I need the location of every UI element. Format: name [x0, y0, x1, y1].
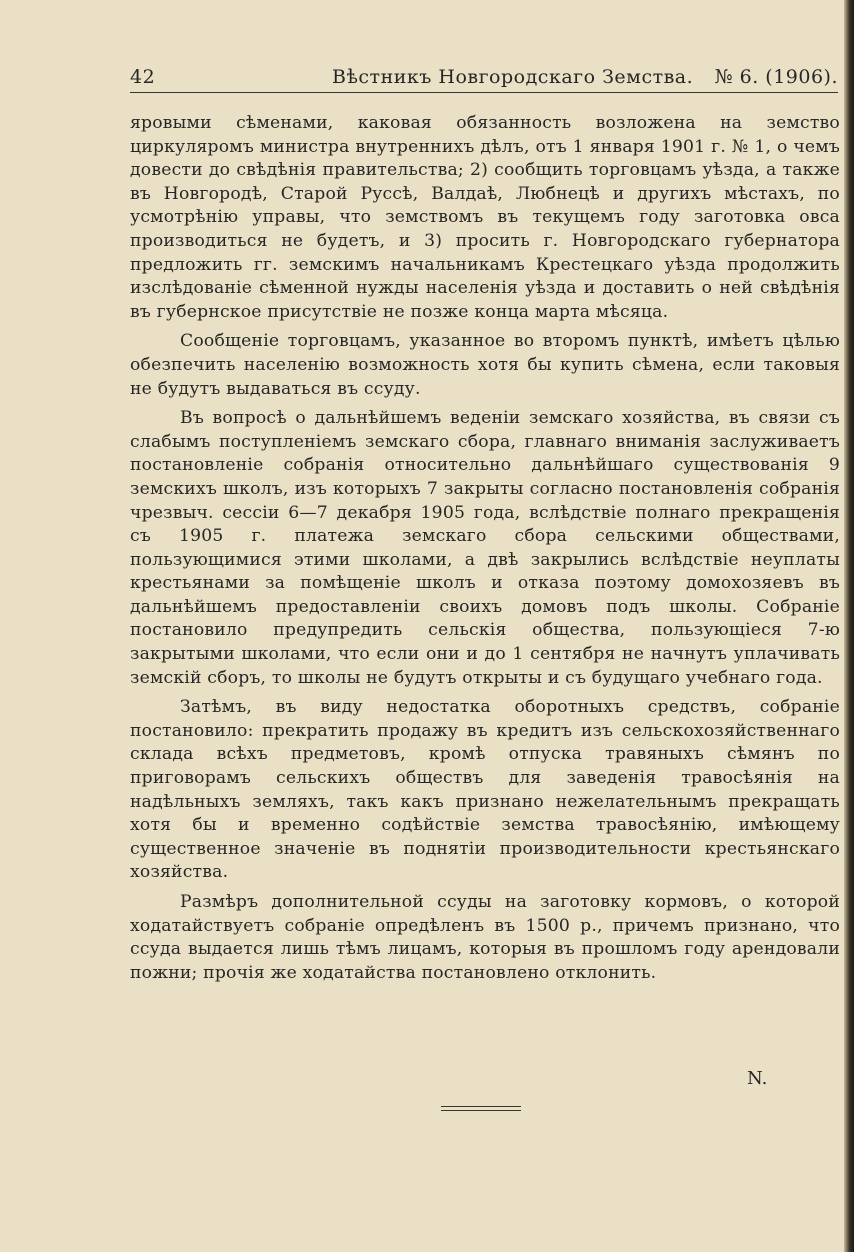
- header-rule: [130, 92, 838, 93]
- journal-title: Вѣстникъ Новгородскаго Земства.: [332, 66, 694, 88]
- page-number: 42: [130, 66, 156, 88]
- paragraph: Размѣръ дополнительной ссуды на заготовку кормовъ, о которой ходатайствуетъ собраніе опредѣленъ въ 1500 р., причемъ признано, что ссуда выдается лишь тѣмъ лицамъ, которыя въ прошломъ году арендовали пожни; прочія же ходатайства постановлено отклонить.: [130, 892, 840, 983]
- end-divider: [441, 1106, 521, 1111]
- paragraph: Сообщеніе торговцамъ, указанное во второмъ пунктѣ, имѣетъ цѣлью обезпечить населенію возможность хотя бы купить сѣмена, если таковыя не будутъ выдаваться въ ссуду.: [130, 331, 840, 399]
- article-body: [130, 112, 840, 991]
- running-header: [130, 62, 838, 96]
- author-signature: N.: [747, 1068, 768, 1089]
- issue-number: № 6. (1906).: [714, 66, 838, 88]
- paragraph: Затѣмъ, въ виду недостатка оборотныхъ средствъ, собраніе постановило: прекратить продажу въ кредитъ изъ сельскохозяйственнаго склада всѣхъ предметовъ, кромѣ отпуска травяныхъ сѣмянъ по приговорамъ сельскихъ обществъ для заведенія травосѣянія на надѣльныхъ земляхъ, такъ какъ признано нежелательнымъ прекращать хотя бы и временно содѣйствіе земства травосѣянію, имѣющему существенное значеніе въ поднятіи производительности крестьянскаго хозяйства.: [130, 697, 840, 883]
- paragraph: Въ вопросѣ о дальнѣйшемъ веденіи земскаго хозяйства, въ связи съ слабымъ поступленіемъ земскаго сбора, главнаго вниманія заслуживаетъ постановленіе собранія относительно дальнѣйшаго существованія 9 земскихъ школъ, изъ которыхъ 7 закрыты согласно постановленія собранія чрезвыч. сессіи 6—7 декабря 1905 года, вслѣдствіе полнаго прекращенія съ 1905 г. платежа земскаго сбора сельскими обществами, пользующимися этими школами, а двѣ закрылись вслѣдствіе неуплаты крестьянами за помѣщеніе школъ и отказа поэтому домохозяевъ въ дальнѣйшемъ предоставленіи своихъ домовъ подъ школы. Собраніе постановило предупредить сельскія общества, пользующіеся 7-ю закрытыми школами, что если они и до 1 сентября не начнутъ уплачивать земскій сборъ, то школы не будутъ открыты и съ будущаго учебнаго года.: [130, 408, 840, 688]
- paragraph-continued: яровыми сѣменами, каковая обязанность возложена на земство циркуляромъ министра внутреннихъ дѣлъ, отъ 1 января 1901 г. № 1, о чемъ довести до свѣдѣнія правительства; 2) сообщить торговцамъ уѣзда, а также въ Новгородѣ, Старой Руссѣ, Валдаѣ, Любнецѣ и другихъ мѣстахъ, по усмотрѣнію управы, что земствомъ въ текущемъ году заготовка овса производиться не будетъ, и 3) просить г. Новгородскаго губернатора предложить гг. земскимъ начальникамъ Крестецкаго уѣзда продолжить изслѣдованіе сѣменной нужды населенія уѣзда и доставить о ней свѣдѣнія въ губернское присутствіе не позже конца марта мѣсяца.: [130, 113, 840, 322]
- book-spine-shadow: [844, 0, 854, 1252]
